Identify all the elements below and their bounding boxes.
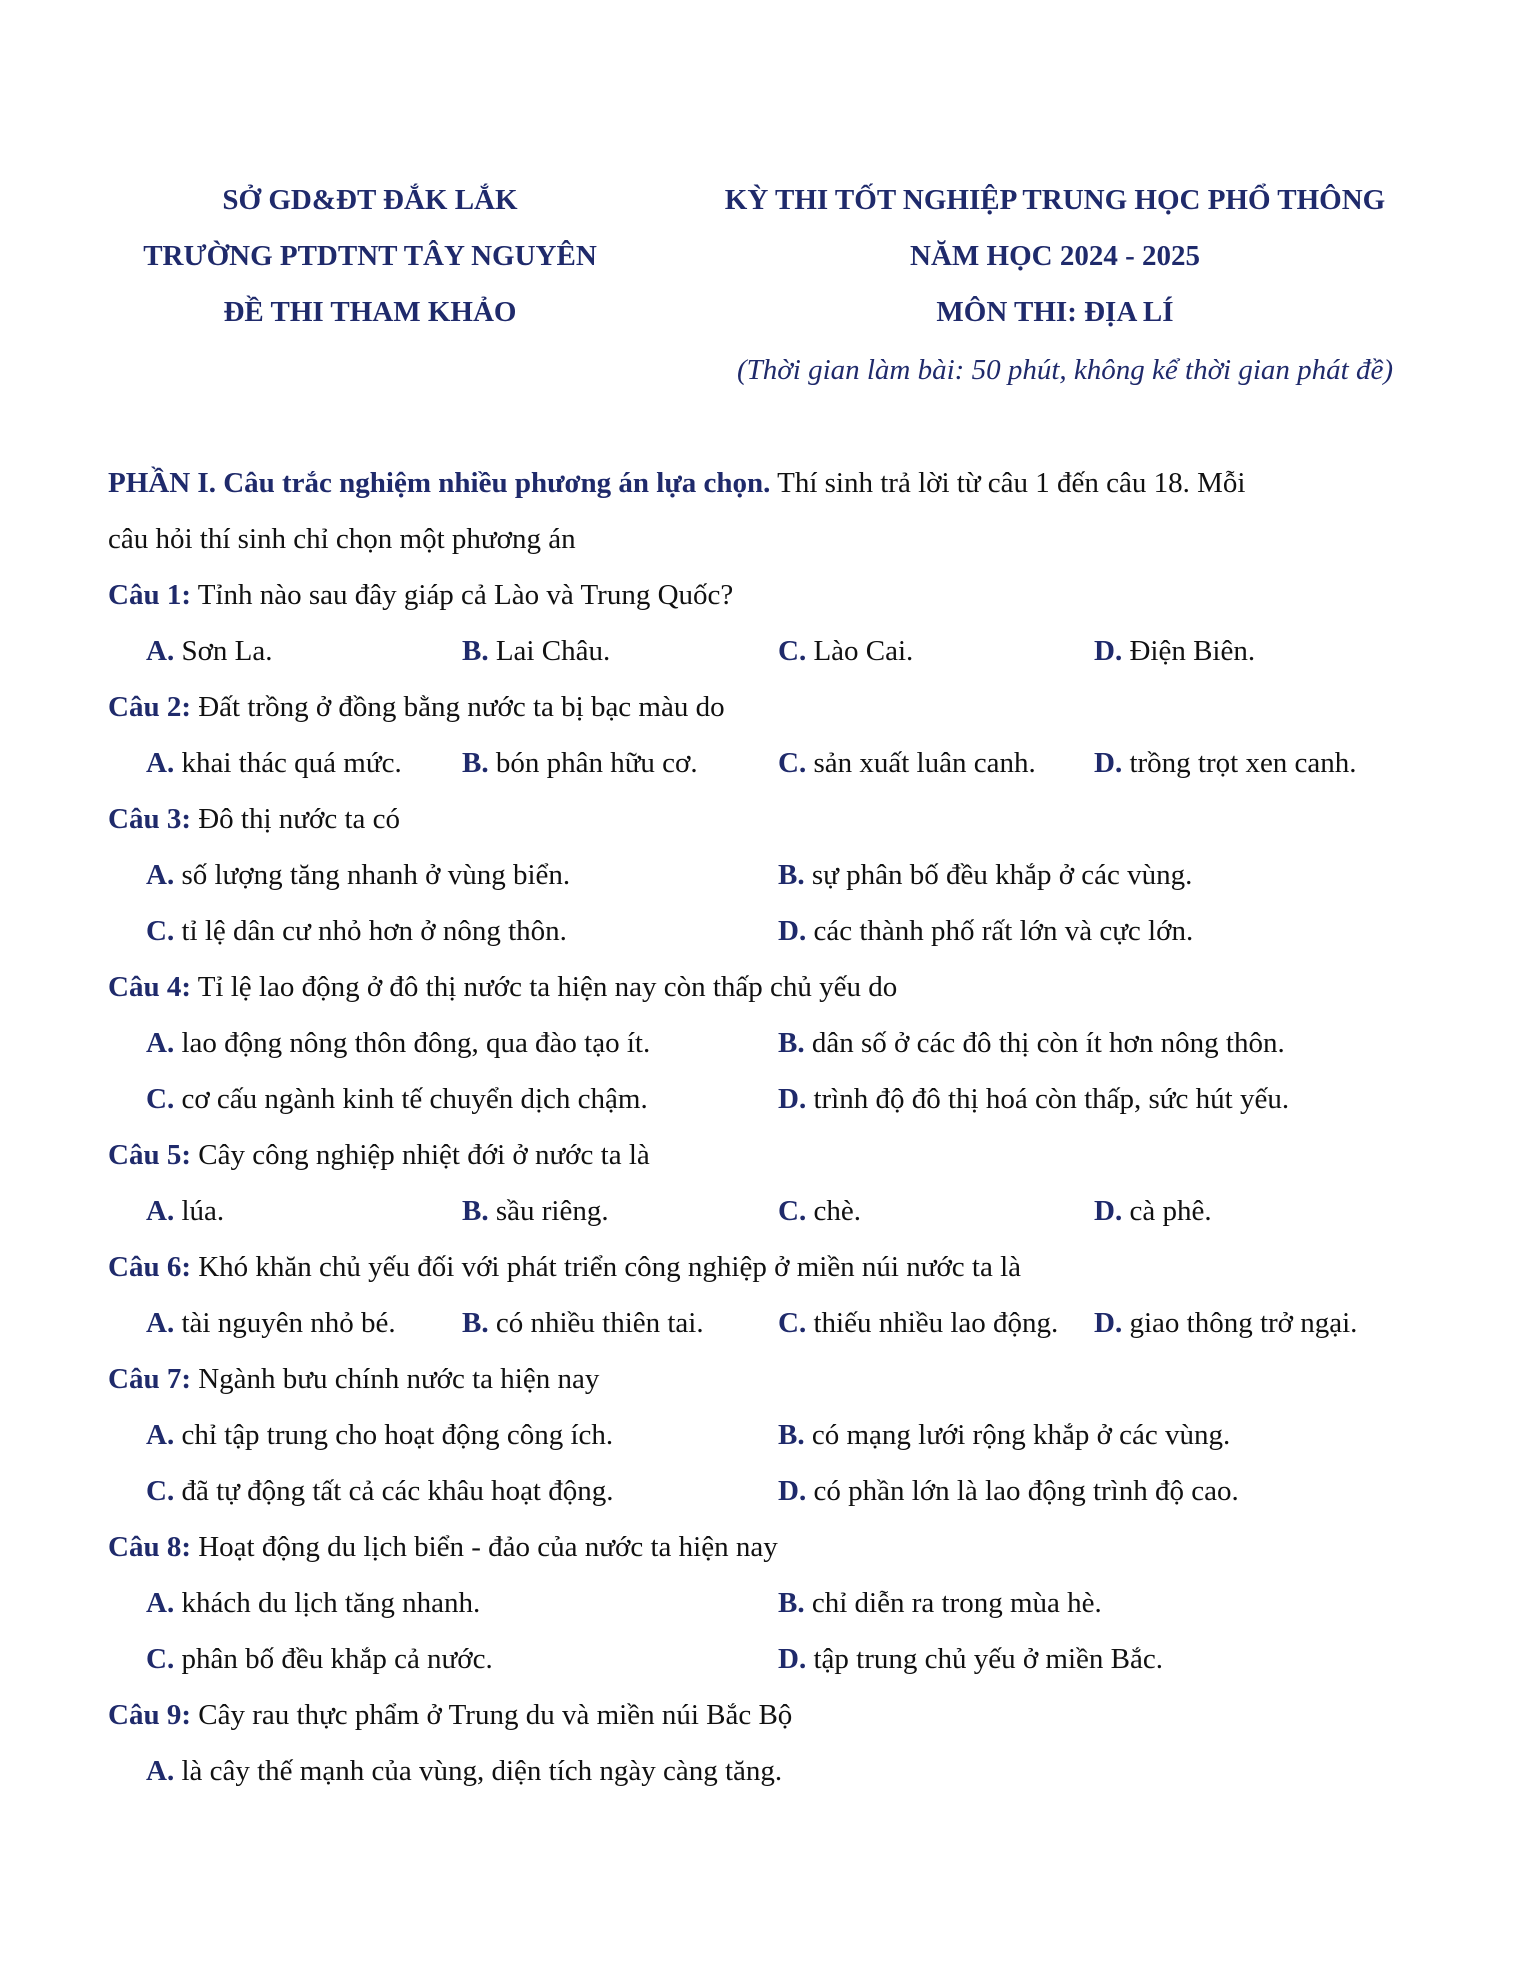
question-text: Hoạt động du lịch biển - đảo của nước ta hiện nay (190, 1531, 778, 1563)
option-text: có nhiều thiên tai. (488, 1307, 704, 1339)
header-right (655, 172, 1455, 400)
option-text: các thành phố rất lớn và cực lớn. (806, 915, 1194, 947)
options-row (108, 1743, 1428, 1799)
options-row (108, 847, 1428, 903)
answer-option[interactable] (778, 623, 913, 679)
option-text: phân bố đều khắp cả nước. (174, 1643, 493, 1675)
subject: MÔN THI: ĐỊA LÍ (936, 296, 1174, 328)
answer-option[interactable] (462, 623, 610, 679)
options-row (108, 1071, 1428, 1127)
answer-option[interactable] (146, 735, 402, 791)
question-line (108, 567, 1428, 623)
answer-option[interactable] (462, 1295, 704, 1351)
question-line (108, 1239, 1428, 1295)
option-letter: C. (778, 747, 807, 779)
answer-option[interactable] (1094, 1295, 1357, 1351)
option-letter: A. (146, 747, 175, 779)
option-letter: B. (462, 635, 489, 667)
option-letter: C. (146, 1643, 175, 1675)
answer-option[interactable] (146, 1295, 396, 1351)
option-letter: B. (462, 1307, 489, 1339)
question-label: Câu 1: (108, 579, 191, 611)
answer-option[interactable] (778, 1463, 1239, 1519)
option-text: đã tự động tất cả các khâu hoạt động. (174, 1475, 614, 1507)
option-letter: B. (778, 1027, 805, 1059)
option-letter: C. (778, 1195, 807, 1227)
answer-option[interactable] (146, 1743, 782, 1799)
header-left (90, 172, 650, 340)
question-line (108, 1127, 1428, 1183)
option-text: Sơn La. (174, 635, 273, 667)
answer-option[interactable] (146, 1015, 650, 1071)
option-letter: A. (146, 859, 175, 891)
options-row (108, 1015, 1428, 1071)
options-row (108, 735, 1428, 791)
option-letter: C. (146, 915, 175, 947)
option-letter: D. (778, 1475, 807, 1507)
question-text: Tỉ lệ lao động ở đô thị nước ta hiện nay còn thấp chủ yếu do (190, 971, 898, 1003)
option-text: Lai Châu. (488, 635, 611, 667)
option-letter: D. (1094, 747, 1123, 779)
option-letter: C. (778, 635, 807, 667)
section-title: PHẦN I. Câu trắc nghiệm nhiều phương án lựa chọn. (108, 467, 771, 499)
answer-option[interactable] (778, 847, 1192, 903)
option-letter: A. (146, 1755, 175, 1787)
option-text: trình độ đô thị hoá còn thấp, sức hút yếu. (806, 1083, 1290, 1115)
options-row (108, 623, 1428, 679)
question-label: Câu 3: (108, 803, 191, 835)
option-text: dân số ở các đô thị còn ít hơn nông thôn. (804, 1027, 1285, 1059)
answer-option[interactable] (1094, 735, 1357, 791)
option-text: tỉ lệ dân cư nhỏ hơn ở nông thôn. (174, 915, 567, 947)
answer-option[interactable] (778, 1575, 1102, 1631)
question-text: Đất trồng ở đồng bằng nước ta bị bạc màu do (190, 691, 725, 723)
option-letter: A. (146, 1587, 175, 1619)
answer-option[interactable] (1094, 623, 1255, 679)
question-line (108, 791, 1428, 847)
option-text: cơ cấu ngành kinh tế chuyển dịch chậm. (174, 1083, 648, 1115)
answer-option[interactable] (778, 1071, 1289, 1127)
option-letter: D. (778, 1083, 807, 1115)
option-text: sản xuất luân canh. (806, 747, 1036, 779)
option-letter: D. (1094, 1195, 1123, 1227)
answer-option[interactable] (778, 1407, 1230, 1463)
option-text: sự phân bố đều khắp ở các vùng. (804, 859, 1193, 891)
option-text: thiếu nhiều lao động. (806, 1307, 1059, 1339)
answer-option[interactable] (146, 1463, 614, 1519)
question-line (108, 679, 1428, 735)
option-text: giao thông trở ngại. (1122, 1307, 1358, 1339)
question-label: Câu 5: (108, 1139, 191, 1171)
option-letter: B. (778, 1587, 805, 1619)
answer-option[interactable] (462, 1183, 609, 1239)
answer-option[interactable] (778, 1183, 861, 1239)
option-text: Lào Cai. (806, 635, 914, 667)
question-label: Câu 2: (108, 691, 191, 723)
question-text: Khó khăn chủ yếu đối với phát triển công nghiệp ở miền núi nước ta là (190, 1251, 1022, 1283)
question-line (108, 1351, 1428, 1407)
answer-option[interactable] (146, 903, 567, 959)
option-text: cà phê. (1122, 1195, 1212, 1227)
option-text: chỉ diễn ra trong mùa hè. (804, 1587, 1102, 1619)
options-row (108, 1183, 1428, 1239)
exam-body (108, 455, 1428, 1799)
option-text: là cây thế mạnh của vùng, diện tích ngày càng tăng. (174, 1755, 783, 1787)
option-text: khai thác quá mức. (174, 747, 402, 779)
exam-type: ĐỀ THI THAM KHẢO (223, 296, 517, 328)
question-label: Câu 7: (108, 1363, 191, 1395)
option-text: chè. (806, 1195, 861, 1227)
option-text: tập trung chủ yếu ở miền Bắc. (806, 1643, 1163, 1675)
question-label: Câu 8: (108, 1531, 191, 1563)
answer-option[interactable] (1094, 1183, 1212, 1239)
answer-option[interactable] (778, 903, 1193, 959)
option-text: số lượng tăng nhanh ở vùng biển. (174, 859, 571, 891)
answer-option[interactable] (778, 735, 1036, 791)
option-text: có phần lớn là lao động trình độ cao. (806, 1475, 1239, 1507)
answer-option[interactable] (778, 1631, 1163, 1687)
option-letter: B. (462, 747, 489, 779)
option-letter: A. (146, 1307, 175, 1339)
answer-option[interactable] (146, 1407, 613, 1463)
answer-option[interactable] (778, 1295, 1058, 1351)
answer-option[interactable] (146, 847, 570, 903)
question-line (108, 959, 1428, 1015)
option-letter: C. (778, 1307, 807, 1339)
option-text: sầu riêng. (488, 1195, 609, 1227)
question-label: Câu 4: (108, 971, 191, 1003)
option-letter: A. (146, 1419, 175, 1451)
question-text: Cây rau thực phẩm ở Trung du và miền núi Bắc Bộ (190, 1699, 793, 1731)
options-row (108, 1463, 1428, 1519)
option-letter: D. (778, 1643, 807, 1675)
question-label: Câu 9: (108, 1699, 191, 1731)
answer-option[interactable] (146, 1071, 648, 1127)
answer-option[interactable] (146, 623, 273, 679)
option-letter: D. (1094, 635, 1123, 667)
question-line (108, 1687, 1428, 1743)
option-letter: B. (462, 1195, 489, 1227)
option-text: bón phân hữu cơ. (488, 747, 698, 779)
section-desc-line: câu hỏi thí sinh chỉ chọn một phương án (108, 523, 576, 555)
option-letter: C. (146, 1475, 175, 1507)
question-text: Tỉnh nào sau đây giáp cả Lào và Trung Quốc? (190, 579, 734, 611)
options-row (108, 903, 1428, 959)
option-letter: B. (778, 1419, 805, 1451)
option-letter: C. (146, 1083, 175, 1115)
answer-option[interactable] (146, 1183, 224, 1239)
options-row (108, 1575, 1428, 1631)
option-text: Điện Biên. (1122, 635, 1256, 667)
option-letter: B. (778, 859, 805, 891)
time-note: (Thời gian làm bài: 50 phút, không kể thời gian phát đề) (737, 354, 1393, 386)
option-letter: A. (146, 1195, 175, 1227)
section-desc: Thí sinh trả lời từ câu 1 đến câu 18. Mỗi (770, 467, 1246, 499)
answer-option[interactable] (462, 735, 698, 791)
options-row (108, 1407, 1428, 1463)
option-text: tài nguyên nhỏ bé. (174, 1307, 396, 1339)
options-row (108, 1631, 1428, 1687)
option-text: trồng trọt xen canh. (1122, 747, 1357, 779)
option-letter: A. (146, 1027, 175, 1059)
options-row (108, 1295, 1428, 1351)
question-text: Đô thị nước ta có (190, 803, 401, 835)
option-letter: A. (146, 635, 175, 667)
question-line (108, 1519, 1428, 1575)
option-letter: D. (778, 915, 807, 947)
option-text: có mạng lưới rộng khắp ở các vùng. (804, 1419, 1231, 1451)
option-text: lao động nông thôn đông, qua đào tạo ít. (174, 1027, 651, 1059)
option-text: lúa. (174, 1195, 225, 1227)
school-year: NĂM HỌC 2024 - 2025 (910, 240, 1200, 272)
question-text: Ngành bưu chính nước ta hiện nay (190, 1363, 600, 1395)
school-name: TRƯỜNG PTDTNT TÂY NGUYÊN (143, 240, 597, 272)
option-text: chỉ tập trung cho hoạt động công ích. (174, 1419, 614, 1451)
question-label: Câu 6: (108, 1251, 191, 1283)
exam-title: KỲ THI TỐT NGHIỆP TRUNG HỌC PHỔ THÔNG (724, 184, 1386, 216)
answer-option[interactable] (146, 1631, 493, 1687)
option-text: khách du lịch tăng nhanh. (174, 1587, 481, 1619)
answer-option[interactable] (146, 1575, 480, 1631)
option-letter: D. (1094, 1307, 1123, 1339)
section-heading (108, 455, 1428, 511)
department-name: SỞ GD&ĐT ĐẮK LẮK (222, 184, 518, 216)
answer-option[interactable] (778, 1015, 1285, 1071)
question-text: Cây công nghiệp nhiệt đới ở nước ta là (190, 1139, 650, 1171)
